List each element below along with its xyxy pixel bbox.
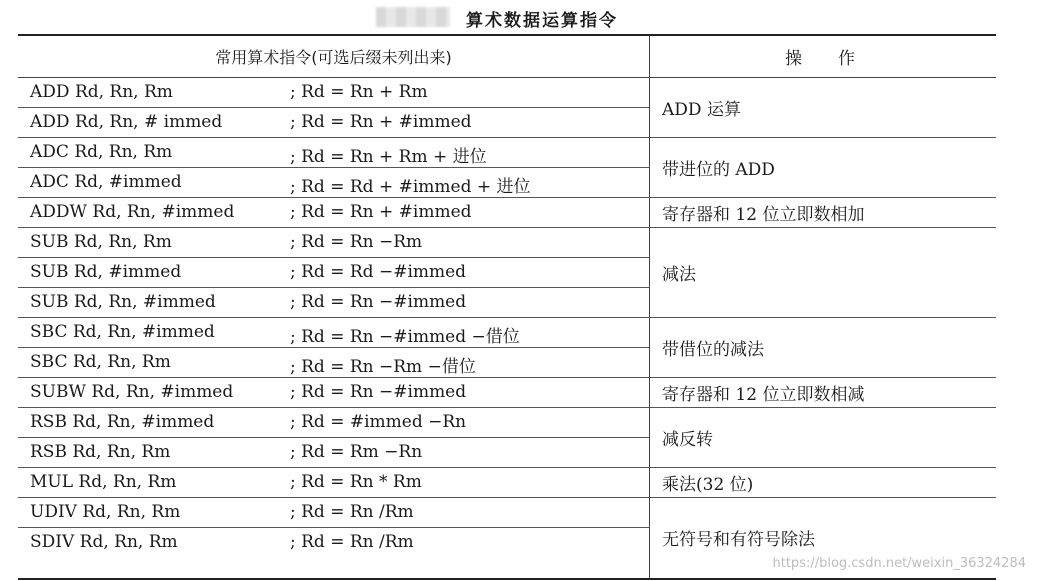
operation-cell: ; Rd = Rn −#immed −借位 [290, 327, 520, 347]
instruction-cell: ADC Rd, Rn, Rm [30, 142, 173, 162]
instruction-cell: SUB Rd, Rn, Rm [30, 232, 172, 252]
operation-group: 乘法(32 位) [650, 468, 996, 498]
operation-cell: ; Rd = Rn + #immed [290, 202, 472, 222]
instruction-cell: RSB Rd, Rn, #immed [30, 412, 215, 432]
operation-cell: ; Rd = Rn + Rm + 进位 [290, 147, 487, 167]
table-row [18, 258, 649, 288]
operation-group: 减反转 [650, 408, 996, 468]
watermark: https://blog.csdn.net/weixin_36324284 [772, 556, 1026, 571]
operation-group: 无符号和有符号除法 [662, 529, 815, 550]
operation-group: 减法 [650, 228, 996, 318]
table-row [18, 438, 649, 468]
table-row [18, 498, 649, 528]
table-row [18, 198, 649, 228]
table-row [18, 468, 649, 498]
table-row [18, 318, 649, 348]
operation-cell: ; Rd = Rd −#immed [290, 262, 467, 282]
instruction-cell: SUB Rd, #immed [30, 262, 182, 282]
operation-cell: ; Rd = #immed −Rn [290, 412, 467, 432]
table-row [18, 348, 649, 378]
operation-cell: ; Rd = Rn + #immed [290, 112, 472, 132]
instruction-cell: SBC Rd, Rn, Rm [30, 352, 171, 372]
table-title: 算术数据运算指令 [466, 11, 618, 31]
operation-cell: ; Rd = Rn /Rm [290, 502, 414, 522]
instruction-cell: SUBW Rd, Rn, #immed [30, 382, 234, 402]
operation-group: ADD 运算 [650, 78, 996, 138]
instruction-cell: SUB Rd, Rn, #immed [30, 292, 216, 312]
table-row [18, 378, 649, 408]
operation-cell: ; Rd = Rn −Rm −借位 [290, 357, 476, 377]
table-row [18, 168, 649, 198]
operation-group: 带借位的减法 [650, 318, 996, 378]
instruction-cell: RSB Rd, Rn, Rm [30, 442, 171, 462]
operation-group: 寄存器和 12 位立即数相减 [650, 378, 996, 408]
table-row [18, 228, 649, 258]
table-row [18, 78, 649, 108]
instruction-cell: ADC Rd, #immed [30, 172, 182, 192]
operation-cell: ; Rd = Rm −Rn [290, 442, 423, 462]
header-operation: 操作 [785, 49, 891, 69]
instruction-table [18, 34, 996, 580]
operation-group: 寄存器和 12 位立即数相加 [650, 198, 996, 228]
instruction-cell: MUL Rd, Rn, Rm [30, 472, 177, 492]
instruction-cell: SBC Rd, Rn, #immed [30, 322, 215, 342]
table-row [18, 288, 649, 318]
operation-cell: ; Rd = Rn −Rm [290, 232, 423, 252]
instruction-cell: UDIV Rd, Rn, Rm [30, 502, 181, 522]
table-caption [0, 4, 1038, 30]
table-row [18, 108, 649, 138]
header-instructions: 常用算术指令(可选后缀未列出来) [215, 48, 452, 67]
instruction-cell: ADDW Rd, Rn, #immed [30, 202, 235, 222]
operation-cell: ; Rd = Rn * Rm [290, 472, 422, 492]
table-row [18, 528, 649, 558]
operation-cell: ; Rd = Rn −#immed [290, 382, 467, 402]
table-row [18, 138, 649, 168]
operation-cell: ; Rd = Rd + #immed + 进位 [290, 177, 531, 197]
operation-cell: ; Rd = Rn /Rm [290, 532, 414, 552]
operation-group: 带进位的 ADD [650, 138, 996, 198]
instruction-cell: ADD Rd, Rn, # immed [30, 112, 223, 132]
operation-cell: ; Rd = Rn −#immed [290, 292, 467, 312]
operation-cell: ; Rd = Rn + Rm [290, 82, 428, 102]
table-row [18, 408, 649, 438]
instruction-cell: ADD Rd, Rn, Rm [30, 82, 173, 102]
instruction-cell: SDIV Rd, Rn, Rm [30, 532, 178, 552]
blurred-label [376, 7, 450, 27]
